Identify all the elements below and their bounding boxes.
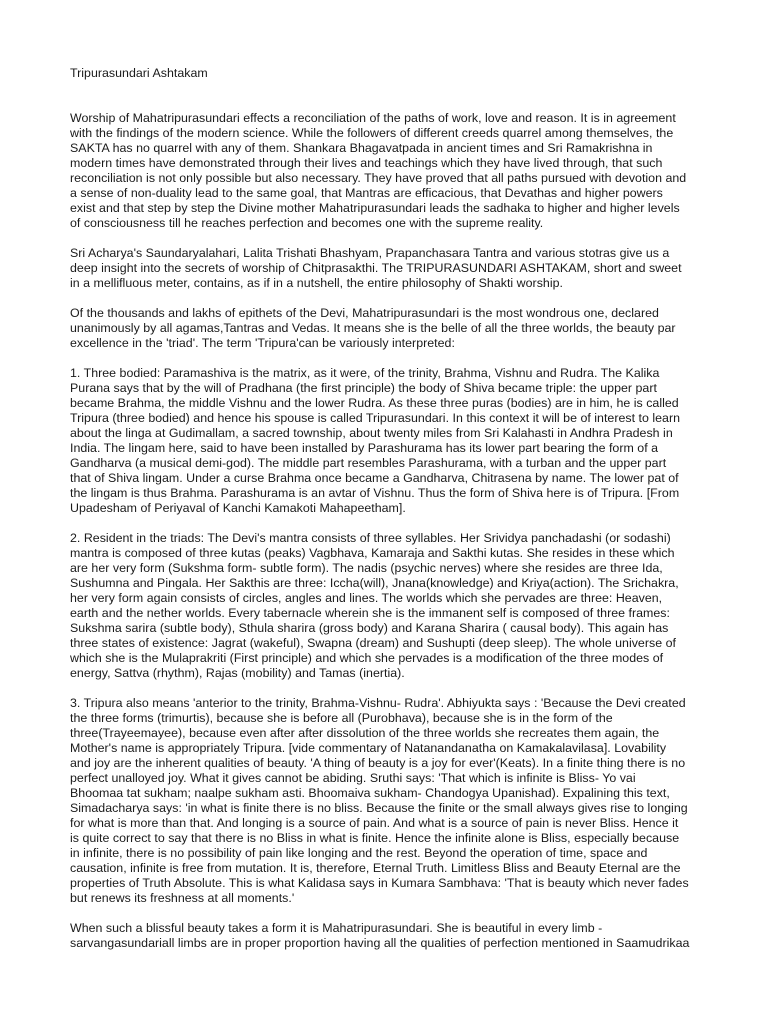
- text-line: is quite correct to say that there is no Bliss in what is finite. Hence the infinite alone is Bliss, especially because: [70, 831, 680, 845]
- text-line: her very form again consists of circles, angles and lines. The worlds which she pervades are three: Heaven,: [70, 591, 663, 605]
- document-title: Tripurasundari Ashtakam: [70, 66, 208, 80]
- text-line: are her very form (Sukshma form- subtle form). The nadis (psychic nerves) where she resides are three Ida,: [70, 561, 663, 575]
- text-line: Tripura (three bodied) and hence his spouse is called Tripurasundari. In this context it will be of interest to learn: [70, 411, 681, 425]
- text-line: but renews its freshness at all moments.': [70, 891, 295, 905]
- text-line: SAKTA has no quarrel with any of them. Shankara Bhagavatpada in ancient times and Sri Ramakrishna in: [70, 141, 653, 155]
- text-line: for what is more than that. And longing is a source of pain. And what is a source of pain is never Bliss. Hence it: [70, 816, 679, 830]
- text-line: deep insight into the secrets of worship of Chitprasakthi. The TRIPURASUNDARI ASHTAKAM, short and sweet: [70, 261, 682, 275]
- text-line: unanimously by all agamas,Tantras and Vedas. It means she is the belle of all the three worlds, the beauty par: [70, 321, 676, 335]
- text-line: Upadesham of Periyaval of Kanchi Kamakoti Mahapeetham].: [70, 501, 406, 515]
- paragraph: [70, 696, 718, 906]
- text-line: Simadacharya says: 'in what is finite there is no bliss. Because the finite or the small always gives rise to longing: [70, 801, 688, 815]
- text-line: about the linga at Gudimallam, a sacred township, about twenty miles from Sri Kalahasti in Andhra Pradesh in: [70, 426, 673, 440]
- text-line: When such a blissful beauty takes a form it is Mahatripurasundari. She is beautiful in every limb -: [70, 921, 603, 935]
- paragraph: [70, 246, 718, 291]
- text-line: Mother's name is appropriately Tripura. [vide commentary of Natanandanatha on Kamakalavilasa]. Lovability: [70, 741, 667, 755]
- text-line: three states of existence: Jagrat (wakeful), Swapna (dream) and Sushupti (deep sleep). The whole universe of: [70, 636, 676, 650]
- text-line: reconciliation is not only possible but also necessary. They have proved that all paths pursued with devotion and: [70, 171, 687, 185]
- document-body: [70, 111, 718, 951]
- text-line: Sri Acharya's Saundaryalahari, Lalita Trishati Bhashyam, Prapanchasara Tantra and various stotras give us a: [70, 246, 670, 260]
- text-line: Of the thousands and lakhs of epithets of the Devi, Mahatripurasundari is the most wondrous one, declared: [70, 306, 659, 320]
- text-line: mantra is composed of three kutas (peaks) Vagbhava, Kamaraja and Sakthi kutas. She resides in these which: [70, 546, 675, 560]
- text-line: which she is the Mulaprakriti (First principle) and which she pervades is a modification of the three modes of: [70, 651, 664, 665]
- text-line: in infinite, there is no possibility of pain like longing and the rest. Beyond the operation of time, space and: [70, 846, 648, 860]
- text-line: a sense of non-duality lead to the same goal, that Mantras are efficacious, that Devathas and higher powers: [70, 186, 663, 200]
- text-line: 2. Resident in the triads: The Devi's mantra consists of three syllables. Her Srividya panchadashi (or sodashi): [70, 531, 671, 545]
- text-line: exist and that step by step the Divine mother Mahatripurasundari leads the sadhaka to higher and higher levels: [70, 201, 680, 215]
- text-line: three(Trayeemayee), because even after after dissolution of the three worlds she recreates them again, the: [70, 726, 660, 740]
- text-line: and joy are the inherent qualities of beauty. 'A thing of beauty is a joy for ever'(Keats). In a finite thing there is no: [70, 756, 686, 770]
- text-line: with the findings of the modern science. While the followers of different creeds quarrel among themselves, the: [70, 126, 674, 140]
- text-line: in a mellifluous meter, contains, as if in a nutshell, the entire philosophy of Shakti worship.: [70, 276, 563, 290]
- text-line: India. The lingam here, said to have been installed by Parashurama has its lower part bearing the form of a: [70, 441, 659, 455]
- text-line: the lingam is thus Brahma. Parashurama is an avtar of Vishnu. Thus the form of Shiva here is of Tripura. [From: [70, 486, 680, 500]
- paragraph: [70, 306, 718, 351]
- text-line: sarvangasundariall limbs are in proper proportion having all the qualities of perfection mentioned in Saamudrikaa: [70, 936, 690, 950]
- text-line: Sukshma sarira (subtle body), Sthula sharira (gross body) and Karana Sharira ( causal body). This again has: [70, 621, 669, 635]
- text-line: of consciousness till he reaches perfection and becomes one with the supreme reality.: [70, 216, 544, 230]
- text-line: became Brahma, the middle Vishnu and the lower Rudra. As these three puras (bodies) are in him, he is called: [70, 396, 679, 410]
- text-line: 3. Tripura also means 'anterior to the trinity, Brahma-Vishnu- Rudra'. Abhiyukta says : 'Because the Devi created: [70, 696, 686, 710]
- text-line: the three forms (trimurtis), because she is before all (Purobhava), because she is in the form of the: [70, 711, 613, 725]
- text-line: Bhoomaa tat sukham; naalpe sukham asti. Bhoomaiva sukham- Chandogya Upanishad). Expalining this text,: [70, 786, 670, 800]
- text-line: earth and the nether worlds. Every tabernacle wherein she is the immanent self is composed of three frames:: [70, 606, 670, 620]
- paragraph: [70, 531, 718, 681]
- text-line: modern times have demonstrated through their lives and teachings which they have lived through, that such: [70, 156, 663, 170]
- paragraph: [70, 111, 718, 231]
- text-line: Worship of Mahatripurasundari effects a reconciliation of the paths of work, love and reason. It is in agreement: [70, 111, 676, 125]
- text-line: Gandharva (a musical demi-god). The middle part resembles Parashurama, with a turban and the upper part: [70, 456, 667, 470]
- text-line: 1. Three bodied: Paramashiva is the matrix, as it were, of the trinity, Brahma, Vishnu and Rudra. The Kalika: [70, 366, 660, 380]
- text-line: that of Shiva lingam. Under a curse Brahma once became a Gandharva, Chitrasena by name. The lower pat of: [70, 471, 679, 485]
- text-line: perfect unalloyed joy. What it gives cannot be abiding. Sruthi says: 'That which is infinite is Bliss- Yo vai: [70, 771, 636, 785]
- text-line: Sushumna and Pingala. Her Sakthis are three: Iccha(will), Jnana(knowledge) and Kriya(action). The Srichakra,: [70, 576, 679, 590]
- text-line: causation, infinite is free from mutation. It is, therefore, Eternal Truth. Limitless Bliss and Beauty Eternal are the: [70, 861, 681, 875]
- text-line: properties of Truth Absolute. This is what Kalidasa says in Kumara Sambhava: 'That is beauty which never fades: [70, 876, 689, 890]
- text-line: Purana says that by the will of Pradhana (the first principle) the body of Shiva became triple: the upper part: [70, 381, 657, 395]
- paragraph: [70, 366, 718, 516]
- paragraph: [70, 921, 718, 951]
- text-line: excellence in the 'triad'. The term 'Tripura'can be variously interpreted:: [70, 336, 455, 350]
- text-line: energy, Sattva (rhythm), Rajas (mobility) and Tamas (inertia).: [70, 666, 405, 680]
